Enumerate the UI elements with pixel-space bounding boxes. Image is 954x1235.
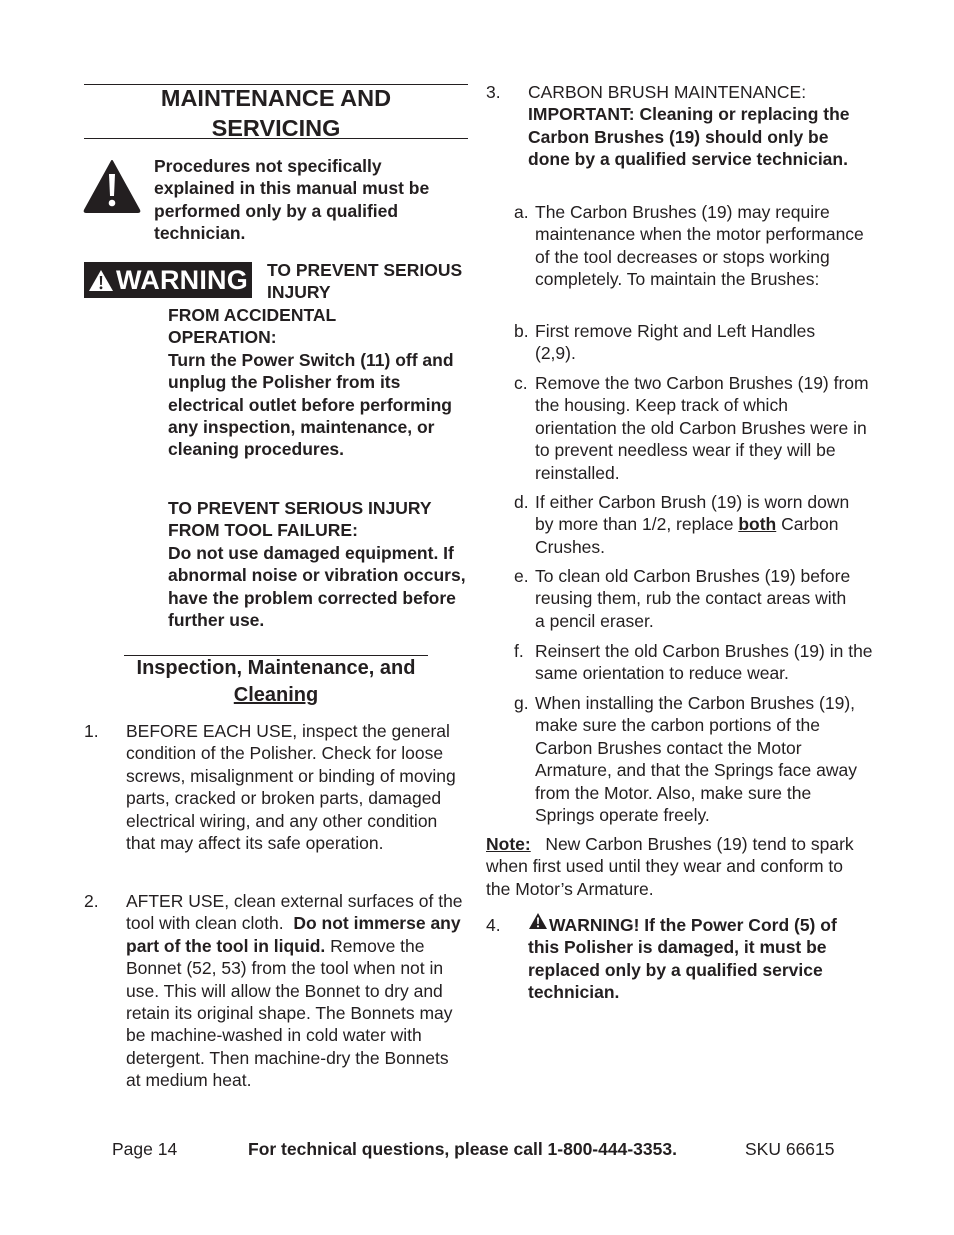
list-item-1: BEFORE EACH USE, inspect the general condition of the Polisher. Check for loose screws, misalignment or binding of moving parts, cracked or broken parts, damaged electrical wiring, and any other condition that may affect its safe operation. (126, 721, 456, 854)
warning-accidental-text: Turn the Power Switch (11) off and unplug the Polisher from its electrical outlet before performing any inspection, maintenance, or cleaning procedures. (168, 349, 454, 460)
page-title (84, 83, 468, 143)
page-title-line1: MAINTENANCE AND (160, 85, 392, 111)
list-number-3: 3. (486, 82, 501, 102)
warning-accidental-heading: TO PREVENT SERIOUS INJURY (267, 260, 463, 303)
list-number-2: 2. (84, 891, 99, 911)
heading-bottom-rule (84, 138, 468, 139)
subitem-g: When installing the Carbon Brushes (19), make sure the carbon portions of the Carbon Brushes contact the Motor Armature, and that the Springs face away from the Motor. Also, make sure the Springs operate freely. (535, 693, 857, 826)
procedures-note: Procedures not specifically explained in this manual must be performed only by a qualified technician. (154, 156, 430, 244)
warning-accidental-heading-cont: FROM ACCIDENTAL OPERATION: (168, 305, 336, 348)
subitem-b: First remove Right and Left Handles (2,9). (535, 321, 816, 364)
subitem-letter-c: c. (514, 373, 528, 393)
caution-triangle-icon (83, 159, 141, 213)
list-number-1: 1. (84, 721, 99, 741)
subitem-f: Reinsert the old Carbon Brushes (19) in the same orientation to reduce wear. (535, 641, 873, 684)
note-text: New Carbon Brushes (19) tend to spark when first used until they wear and conform to the Motor’s Armature. (486, 834, 854, 899)
subitem-letter-a: a. (514, 202, 529, 222)
subitem-d-rest: Carbon Crushes. (535, 514, 839, 557)
subitem-letter-e: e. (514, 566, 529, 586)
list-number-4: 4. (486, 915, 501, 935)
subitem-c: Remove the two Carbon Brushes (19) from the housing. Keep track of which orientation the old Carbon Brushes were in to prevent needless wear if they will be reinstalled. (535, 373, 869, 483)
warning-failure-text: Do not use damaged equipment. If abnormal noise or vibration occurs, have the problem corrected before further use. (168, 542, 466, 631)
warning-badge (84, 262, 252, 298)
list-item-2-rest: Remove the Bonnet (52, 53) from the tool when not in use. This will allow the Bonnet to dry and retain its original shape. The Bonnets may be machine-washed in cold water with detergent. Then machine-dry the Bonnets at medium heat. (126, 935, 453, 1091)
warning-triangle-icon (88, 269, 114, 292)
list-item-2-emphasis: Do not immerse any part of the tool in liquid. (126, 913, 461, 956)
warning-failure (168, 497, 468, 631)
footer-page-number: Page 14 (112, 1139, 178, 1159)
list-item-4-text: WARNING! If the Power Cord (5) of this Polisher is damaged, it must be replaced only by a qualified service technician. (528, 915, 837, 1003)
subitem-d-intro: If either Carbon Brush (19) is worn down by more than 1/2, replace (535, 492, 850, 535)
subitem-letter-b: b. (514, 321, 529, 341)
subitem-a: The Carbon Brushes (19) may require maintenance when the motor performance of the tool decreases or stops working completely. To maintain the Brushes: (535, 202, 864, 290)
subitem-letter-d: d. (514, 492, 529, 512)
subitem-letter-g: g. (514, 693, 529, 713)
section-heading-line2: Cleaning (233, 683, 319, 706)
list-item-3-important: IMPORTANT: Cleaning or replacing the Carbon Brushes (19) should only be done by a qualified service technician. (528, 104, 850, 170)
footer-support-phone: For technical questions, please call 1-800-444-3353. (248, 1139, 677, 1159)
warning-failure-heading: TO PREVENT SERIOUS INJURY FROM TOOL FAILURE: (168, 498, 432, 541)
footer-sku: SKU 66615 (745, 1139, 835, 1159)
section-heading (124, 655, 428, 708)
subitem-d (535, 491, 855, 558)
list-item-3-title: CARBON BRUSH MAINTENANCE: (528, 82, 807, 102)
list-item-2-intro: AFTER USE, clean external surfaces of the tool with clean cloth. (126, 891, 463, 934)
list-item-3 (528, 81, 858, 171)
note-label: Note: (486, 834, 531, 854)
subitem-d-emphasis: both (738, 514, 777, 535)
section-heading-line1: Inspection, Maintenance, and (136, 657, 416, 679)
list-item-2 (126, 890, 468, 1092)
note-paragraph (486, 833, 870, 900)
warning-accidental-body (168, 304, 468, 461)
subitem-letter-f: f. (514, 641, 524, 661)
list-item-4 (528, 914, 868, 1004)
page-title-line2: SERVICING (211, 115, 341, 141)
subitem-e: To clean old Carbon Brushes (19) before reusing them, rub the contact areas with a pencil eraser. (535, 566, 851, 631)
warning-badge-label: WARNING (116, 264, 248, 295)
